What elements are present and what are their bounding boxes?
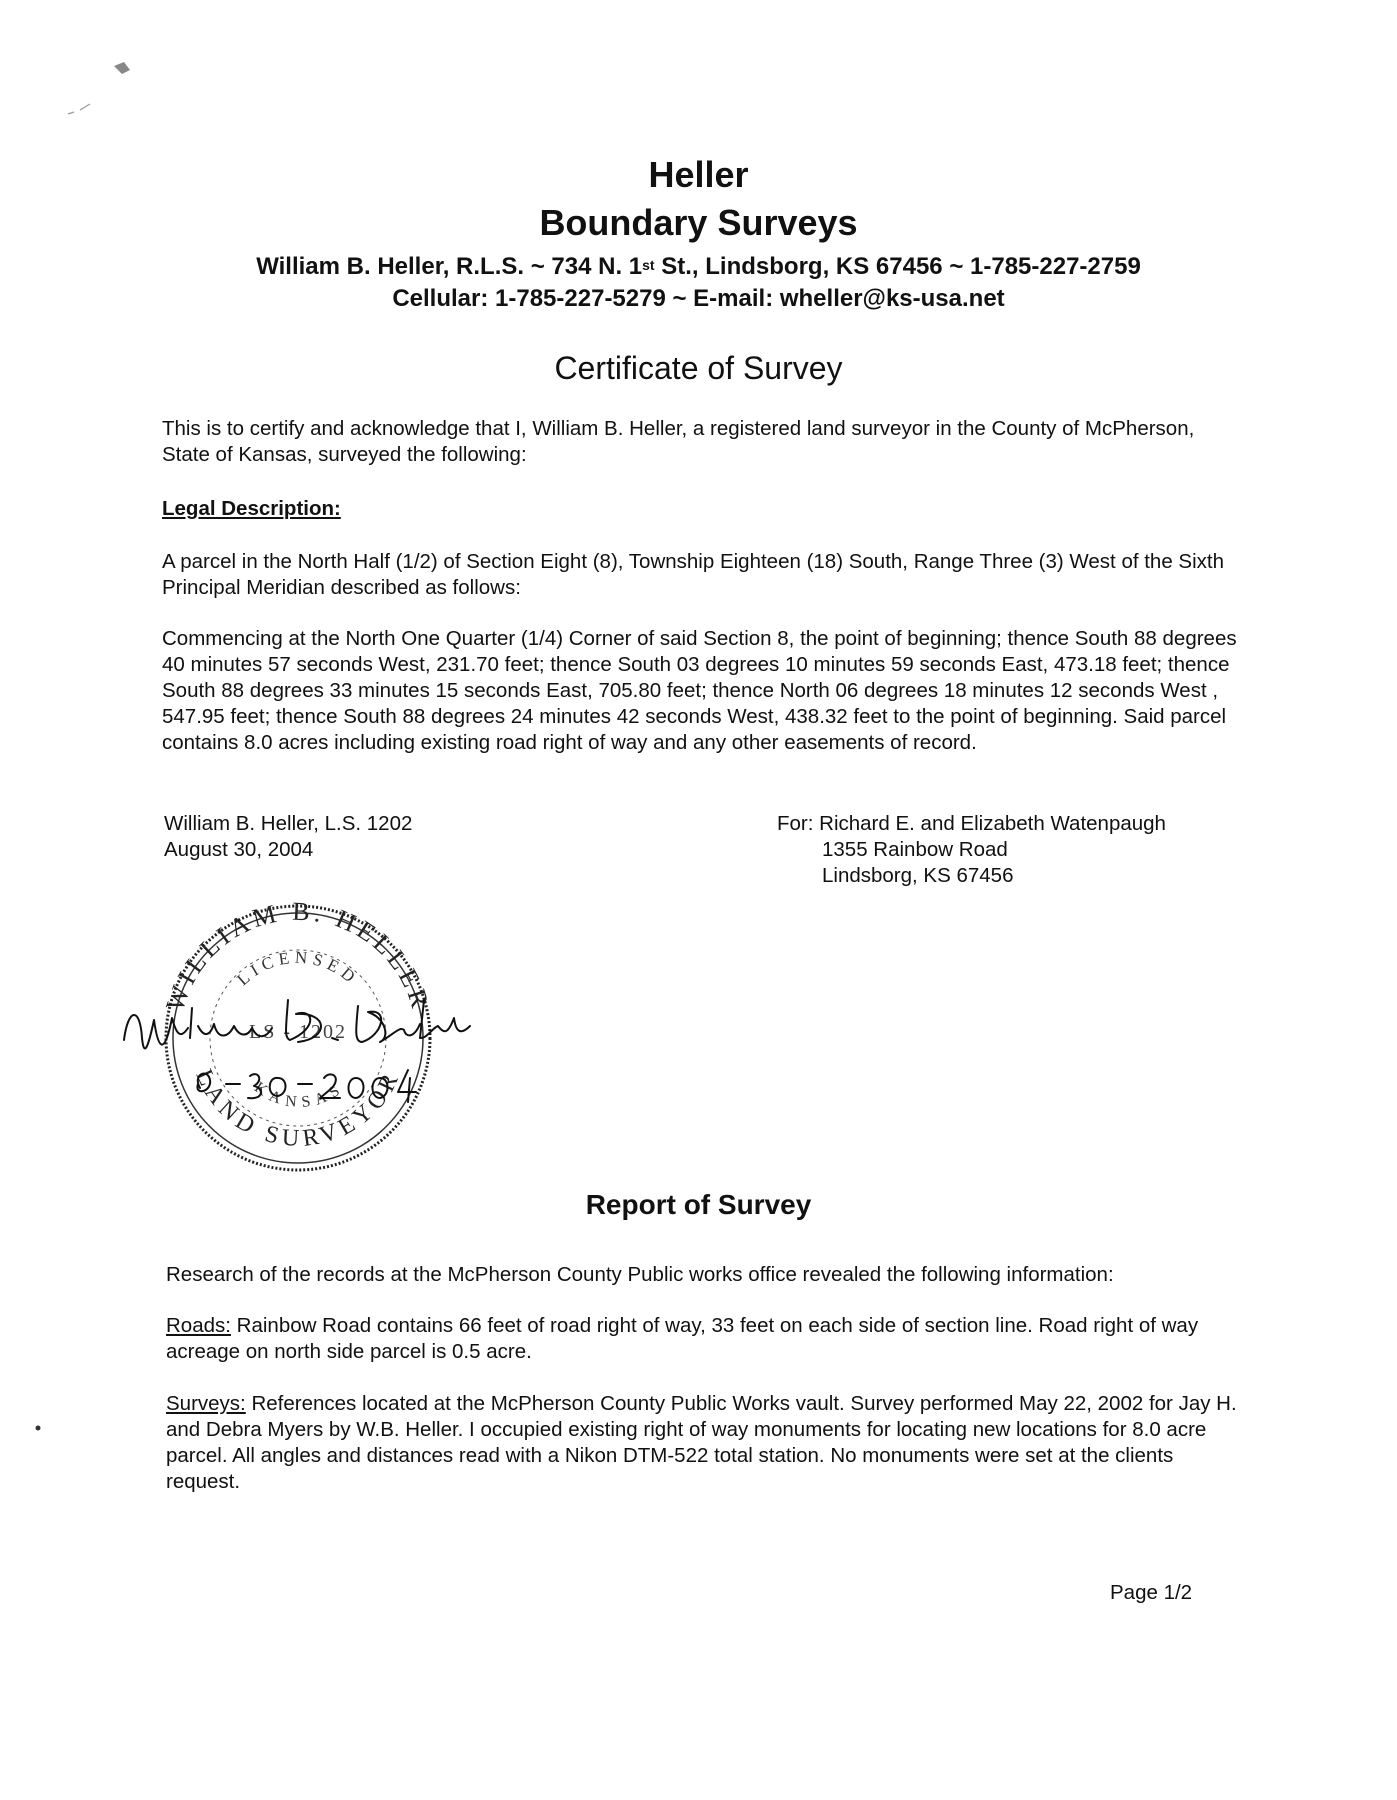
svg-text:LS - 1202: LS - 1202 — [249, 1021, 347, 1043]
legal-description-paragraph: A parcel in the North Half (1/2) of Section Eight (8), Township Eighteen (18) South, Range Three (3) West of the Sixth Principal Meridian described as follows: — [162, 550, 1225, 599]
roads-label: Roads: — [166, 1314, 231, 1337]
scan-speck — [34, 1424, 42, 1432]
certificate-title: Certificate of Survey — [554, 350, 843, 386]
certificate-date: August 30, 2004 — [164, 838, 314, 861]
roads-paragraph — [166, 1313, 1246, 1365]
client-name: For: Richard E. and Elizabeth Watenpaugh — [777, 812, 1166, 835]
client-address-street: 1355 Rainbow Road — [822, 838, 1008, 861]
company-name-line2: Boundary Surveys — [539, 202, 858, 243]
scan-speck — [110, 60, 140, 82]
research-paragraph: Research of the records at the McPherson County Public works office revealed the following information: — [166, 1263, 1114, 1286]
contact-prefix: William B. Heller, R.L.S. ~ 734 N. 1 — [256, 253, 643, 280]
contact-superscript: st — [642, 257, 655, 273]
svg-text:WILLIAM B. HELLER: WILLIAM B. HELLER — [160, 896, 436, 1015]
contact-suffix: St., Lindsborg, KS 67456 ~ 1-785-227-2759 — [654, 253, 1141, 280]
report-title: Report of Survey — [585, 1189, 812, 1220]
svg-text:LICENSED: LICENSED — [233, 947, 363, 990]
surveys-paragraph — [166, 1391, 1246, 1495]
certification-paragraph: This is to certify and acknowledge that I, William B. Heller, a registered land surveyor in the County of McPherson, State of Kansas, surveyed the following: — [162, 417, 1195, 466]
legal-description-heading: Legal Description: — [162, 497, 341, 520]
surveyor-seal — [118, 888, 478, 1178]
svg-text:LAND SURVEYOR: LAND SURVEYOR — [190, 1065, 406, 1153]
svg-text:KANSAS: KANSAS — [251, 1078, 348, 1112]
surveyor-name: William B. Heller, L.S. 1202 — [164, 812, 413, 835]
page-number: Page 1/2 — [1110, 1581, 1193, 1604]
contact-line-2: Cellular: 1-785-227-5279 ~ E-mail: wheller@ks-usa.net — [392, 285, 1005, 312]
client-block — [777, 811, 1166, 889]
scan-speck — [66, 100, 96, 120]
surveys-label: Surveys: — [166, 1392, 246, 1415]
surveyor-block — [164, 811, 412, 863]
client-address-city: Lindsborg, KS 67456 — [822, 864, 1014, 887]
surveys-text: References located at the McPherson County Public Works vault. Survey performed May 22, 2002 for Jay H. and Debra Myers by W.B. Heller. I occupied existing right of way monuments for locating new locations for 8.0 acre parcel. All angles and distances read with a Nikon DTM-522 total station. No monuments were set at the clients request. — [166, 1392, 1237, 1493]
metes-and-bounds-paragraph: Commencing at the North One Quarter (1/4) Corner of said Section 8, the point of beginning; thence South 88 degrees 40 minutes 57 seconds West, 231.70 feet; thence South 03 degrees 10 minutes 59 seconds East, 473.18 feet; thence South 88 degrees 33 minutes 15 seconds East, 705.80 feet; thence North 06 degrees 18 minutes 12 seconds West , 547.95 feet; thence South 88 degrees 24 minutes 42 seconds West, 438.32 feet to the point of beginning. Said parcel contains 8.0 acres including existing road right of way and any other easements of record. — [162, 627, 1237, 754]
roads-text: Rainbow Road contains 66 feet of road right of way, 33 feet on each side of section line. Road right of way acreage on north side parcel is 0.5 acre. — [166, 1314, 1199, 1363]
contact-line — [0, 252, 1397, 284]
company-name: Heller — [648, 154, 749, 195]
